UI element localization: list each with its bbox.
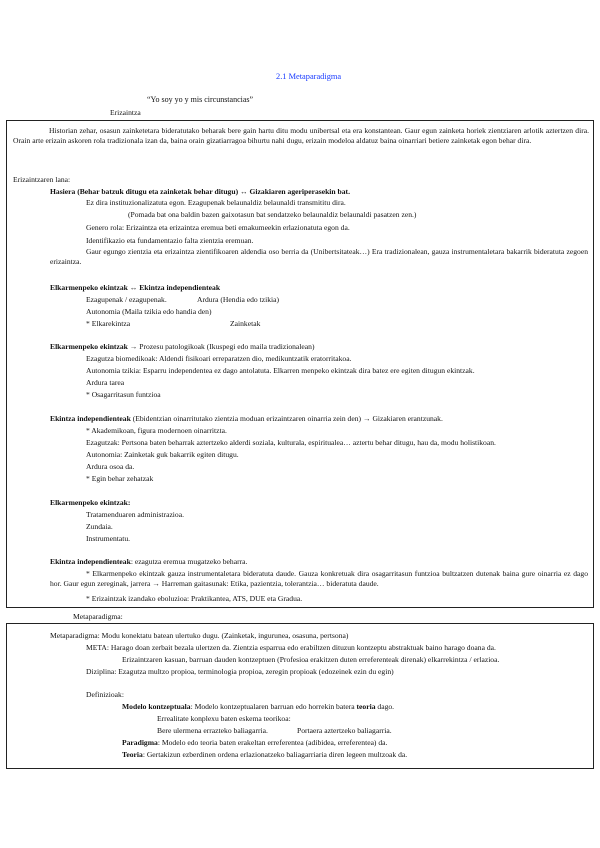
text-line: Ezagutzak: Pertsona baten beharrak aztertzeko alderdi soziala, kulturala, espiritualea… aztertu behar ditugu, hau da, modu holistikoan. <box>86 438 496 447</box>
text-paragraph: Gaur egungo zientzia eta erizaintza zientifikoaren aldendia oso berria da (Unibertsitateak…) Era tradizionalean, gauza instrumentaletara bakarrik bideratuta zegoen erizaintza. <box>50 247 588 266</box>
intro-paragraph: Historian zehar, osasun zainketetara bideratutako beharak bere gain hartu ditu modu unibertsal eta era konstantean. Gaur egun zainketa horiek zientziaren arlotik aztertzen dira. Orain arte erizain askoren rola tradizionala izan da, baina orain gizatiarragoa bihurtu nahi dugu, erizain modeloa aldatuz baina oinarriari betiere zainketak egon behar dira. <box>13 126 589 145</box>
quote-author: Erizaintza <box>110 108 141 117</box>
text-line: Erizaintzaren kasuan, barruan dauden kontzeptuen (Profesioa erakitzen duten erreferenteak direnak) elkarrekintza / erlazioa. <box>122 655 500 664</box>
text-line: * Akademikoan, figura modernoen oinarritzta. <box>86 426 227 435</box>
quote: “Yo soy yo y mis circunstancias” <box>147 95 254 104</box>
definition-paradigma: Paradigma: Modelo edo teoria baten erakeltan erreferentea (adibidea, erreferentea) da. <box>122 738 388 747</box>
text-line: * Elkarekintza <box>86 319 131 328</box>
text-line: Errealitate konplexu baten eskema teorikoa: <box>157 714 291 723</box>
section-label: Metaparadigma: <box>73 612 123 621</box>
text-line: Zundaia. <box>86 522 113 531</box>
heading-elkarmenpeko-1: Elkarmenpeko ekintzak ↔ Ekintza independienteak <box>50 283 221 292</box>
text-line: Ardura (Hendia edo tzikia) <box>197 295 280 304</box>
definition-teoria: Teoria: Gertakizun ezberdinen ordena erlazionatzeko baliagarriaria diren legeen multzoak da. <box>122 750 408 759</box>
text-line: * Osagarritasun funtzioa <box>86 390 161 399</box>
heading-ekintza-independienteak-1: Ekintza independienteak (Ebidentzian oinarritutako zientzia moduan erizaintzaren oinarria zein den) → Gizakiaren erantzunak. <box>50 414 443 423</box>
text-line: Bere ulermena errazteko baliagarria. <box>157 726 268 735</box>
text-line: META: Harago doan zerbait bezala ulertzen da. Zientzia esparrua edo erabiltzen dituzun kontzeptu abstraktuak baino harago doana da. <box>86 643 496 652</box>
text-paragraph: * Elkarmenpeko ekintzak gauza instrumentaletara bideratuta daude. Gauza konkretuak dira osagarritasun funtzioa bultzatzen dutenak baina gure oinarria ez dago hor. Gaur egun zereginak, jarrera → Harreman gaitasunak: Etika, pazientzia, tolerantzia… bideratuta daude. <box>50 569 588 588</box>
text-line: Portaera aztertzeko baliagarria. <box>297 726 392 735</box>
text-line: Ez dira instituzionalizatuta egon. Ezagupenak belaunaldiz belaunaldi transmititu dira. <box>86 198 346 207</box>
text-line: Ezagutza biomedikoak: Aldendi fisikoari erreparatzen dio, medikuntzatik eratorritakoa. <box>86 354 352 363</box>
heading-elkarmenpeko-2: Elkarmenpeko ekintzak → Prozesu patologikoak (Ikuspegi edo maila tradizionalean) <box>50 342 315 351</box>
text-line: Tratamenduaren administrazioa. <box>86 510 184 519</box>
text-line: Instrumentatu. <box>86 534 131 543</box>
text-line: Zainketak <box>230 319 261 328</box>
text-line: (Pomada bat ona baldin bazen gaixotasun bat sendatzeko belaunaldiz belaunaldi pasatzen zen.) <box>128 210 417 219</box>
text-line: Ezagupenak / ezagupenak. <box>86 295 167 304</box>
heading-elkarmenpeko-3: Elkarmenpeko ekintzak: <box>50 498 131 507</box>
heading-hasiera: Hasiera (Behar batzuk ditugu eta zainketak behar ditugu) ↔ Gizakiaren ageriperasekin bat. <box>50 187 350 196</box>
text-line: Autonomia: Zainketak guk bakarrik egiten ditugu. <box>86 450 239 459</box>
text-line: Diziplina: Ezagutza multzo propioa, terminologia propioa, zeregin propioak (edozeinek ezin du egin) <box>86 667 394 676</box>
section-label: Erizaintzaren lana: <box>13 175 71 184</box>
text-line: Ardura osoa da. <box>86 462 135 471</box>
text-line: Genero rola: Erizaintza eta erizaintza eremua beti emakumeekin erlazionatuta egon da. <box>86 223 350 232</box>
text-line: * Egin behar zehatzak <box>86 474 154 483</box>
text-line: Autonomia tzikia: Esparru independentea ez dago antolatuta. Elkarren menpeko ekintzak dira batez ere egiten ditugun ekintzak. <box>86 366 475 375</box>
text-line: Definizioak: <box>86 690 124 699</box>
text-line: * Erizaintzak izandako eboluzioa: Praktikantea, ATS, DUE eta Gradua. <box>86 594 303 603</box>
text-line: Identifikazio eta fundamentazio falta zientzia eremuan. <box>86 236 254 245</box>
page-title: 2.1 Metaparadigma <box>276 72 342 81</box>
heading-ekintza-independienteak-2: Ekintza independienteak: ezagutza eremua mugatzeko beharra. <box>50 557 248 566</box>
text-line: Metaparadigma: Modu konektatu batean ulertuko dugu. (Zainketak, ingurunea, osasuna, pertsona) <box>50 631 349 640</box>
definition-modelo: Modelo kontzeptuala: Modelo kontzeptualaren barruan edo horrekin batera teoria dago. <box>122 702 395 711</box>
text-line: Autonomia (Maila tzikia edo handia den) <box>86 307 212 316</box>
text-line: Ardura tarea <box>86 378 125 387</box>
